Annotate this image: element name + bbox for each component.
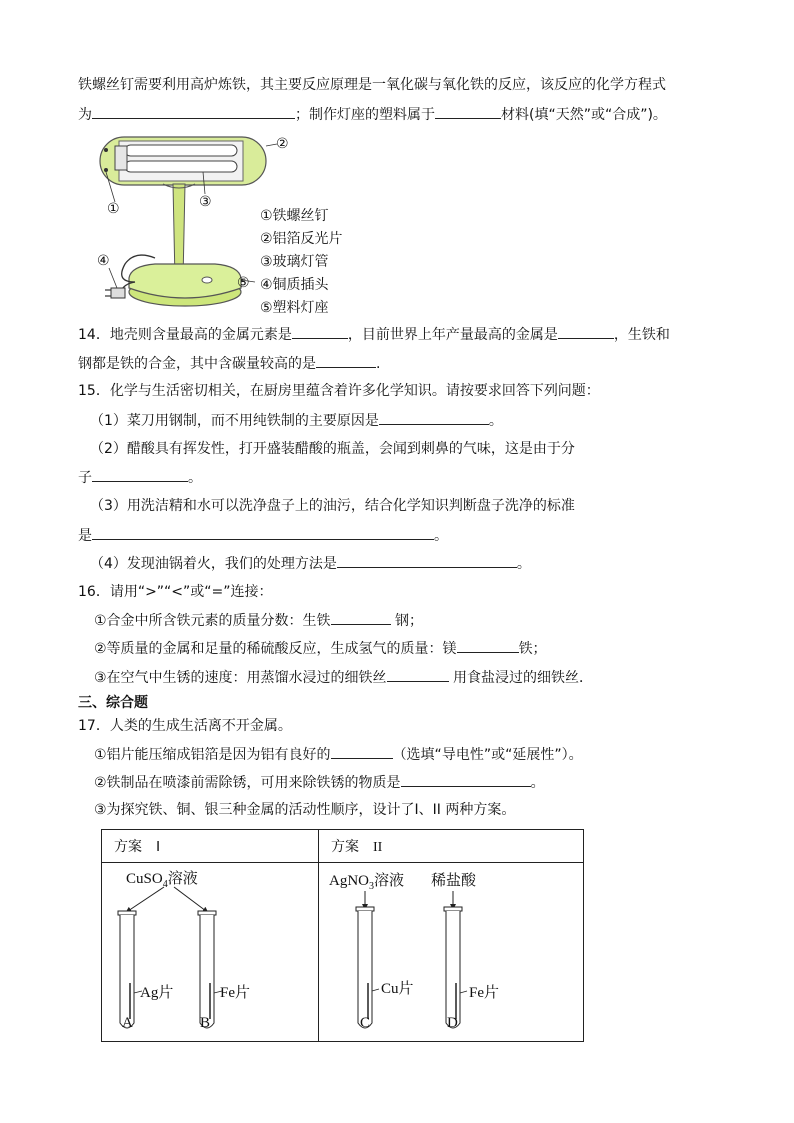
q16-i1-end: 钢； — [390, 613, 424, 629]
plan2-header — [319, 830, 583, 862]
q15-p3b-end: 。 — [434, 528, 448, 544]
answer-blank[interactable] — [92, 467, 188, 482]
plan2-diagram — [319, 863, 583, 1041]
answer-blank[interactable] — [92, 104, 295, 119]
lamp-marker-2: ② — [276, 136, 289, 152]
lamp-marker-4: ④ — [97, 253, 110, 269]
q16-i3-end: 用食盐浸过的细铁丝． — [448, 670, 594, 686]
q13-line1: 铁螺丝钉需要利用高炉炼铁，其主要反应原理是一氧化碳与氧化铁的反应，该反应的化学方程式 — [78, 77, 666, 93]
q15-part4 — [90, 553, 531, 574]
q15-stem: 15．化学与生活密切相关，在厨房里蕴含着许多化学知识。请按要求回答下列问题： — [78, 383, 600, 399]
lamp-marker-3: ③ — [199, 194, 212, 210]
lamp-legend-5: ⑤塑料灯座 — [260, 300, 329, 316]
q16-item2 — [94, 638, 547, 659]
q17-stem: 17．人类的生成生活离不开金属。 — [78, 718, 292, 734]
reagent-cuso4-label: CuSO$_4$溶液 — [126, 871, 198, 890]
q15-p3b-text: 是 — [78, 528, 92, 544]
tube-d-metal: Fe片 — [469, 985, 500, 1001]
q17-item1 — [94, 744, 583, 765]
tube-c-metal: Cu片 — [381, 981, 414, 997]
plan1-diagram — [102, 863, 318, 1041]
q17-i2-end: 。 — [530, 775, 545, 791]
lamp-legend-3: ③玻璃灯管 — [260, 254, 329, 270]
answer-blank[interactable] — [387, 667, 449, 682]
tube-d-letter: D — [447, 1015, 458, 1031]
experiment-table — [101, 829, 584, 1042]
tube-b-letter: B — [200, 1015, 211, 1031]
q14-text-b: ，目前世界上年产量最高的金属是 — [347, 327, 558, 343]
answer-blank[interactable] — [401, 772, 531, 787]
q15-p4-end: 。 — [516, 556, 531, 572]
q15-part2: （2）醋酸具有挥发性，打开盛装醋酸的瓶盖，会闻到刺鼻的气味，这是由于分 — [90, 441, 575, 457]
plan2-title: 方案 II — [331, 840, 383, 855]
q14-line2 — [78, 353, 380, 374]
lamp-legend-2: ②铝箔反光片 — [260, 231, 343, 247]
q14-line1 — [78, 324, 670, 345]
lamp-legend-1: ①铁螺丝钉 — [260, 208, 329, 224]
q15-p1-text: （1）菜刀用钢制，而不用纯铁制的主要原因是 — [90, 413, 379, 429]
q17-item3: ③为探究铁、铜、银三种金属的活动性顺序，设计了Ⅰ、II 两种方案。 — [94, 802, 516, 818]
q14-text-c: ，生铁和 — [613, 327, 670, 343]
q14-text-e: . — [376, 356, 381, 372]
q13-line2-pre: 为 — [78, 107, 92, 123]
q15-part2b — [78, 467, 202, 488]
lamp-legend-4: ④铜质插头 — [260, 277, 329, 293]
q15-p2b-text: 子 — [78, 470, 92, 486]
q16-i2-text: ②等质量的金属和足量的稀硫酸反应，生成氢气的质量：镁 — [94, 641, 457, 657]
q16-item1 — [94, 610, 423, 631]
q15-p1-end: 。 — [488, 413, 503, 429]
plan1-title: 方案 Ⅰ — [114, 840, 161, 855]
answer-blank[interactable] — [379, 410, 489, 425]
q15-part3: （3）用洗洁精和水可以洗净盘子上的油污，结合化学知识判断盘子洗净的标准 — [90, 498, 575, 514]
answer-blank[interactable] — [92, 525, 434, 540]
answer-blank[interactable] — [331, 744, 393, 759]
q13-line2-mid: ；制作灯座的塑料属于 — [295, 107, 435, 123]
section-heading: 三、综合题 — [78, 695, 148, 711]
plan1-header — [102, 830, 318, 862]
reagent-agno3-label: AgNO$_3$溶液 — [329, 873, 405, 892]
q15-part1 — [90, 410, 503, 431]
answer-blank[interactable] — [558, 324, 614, 339]
answer-blank[interactable] — [316, 353, 376, 368]
answer-blank[interactable] — [331, 610, 391, 625]
q17-i1-end: （选填“导电性”或“延展性”）。 — [392, 747, 583, 763]
answer-blank[interactable] — [435, 104, 501, 119]
q17-item2 — [94, 772, 545, 793]
lamp-marker-5: ⑤ — [237, 275, 250, 291]
tube-a-metal: Ag片 — [140, 985, 174, 1001]
q13-line2 — [78, 104, 667, 125]
q16-stem: 16．请用“>”“<”或“=”连接： — [78, 584, 273, 600]
q15-p4-text: （4）发现油锅着火，我们的处理方法是 — [90, 556, 337, 572]
q16-i3-text: ③在空气中生锈的速度：用蒸馏水浸过的细铁丝 — [94, 670, 387, 686]
q17-i1-text: ①铝片能压缩成铝箔是因为铝有良好的 — [94, 747, 331, 763]
q13-line2-post: 材料(填“天然”或“合成”)。 — [501, 107, 667, 123]
q15-part3b — [78, 525, 448, 546]
answer-blank[interactable] — [292, 324, 348, 339]
q17-i2-text: ②铁制品在喷漆前需除锈，可用来除铁锈的物质是 — [94, 775, 401, 791]
q16-item3 — [94, 667, 593, 688]
q14-text-d: 钢都是铁的合金，其中含碳量较高的是 — [78, 356, 316, 372]
q16-i2-end: 铁； — [518, 641, 547, 657]
answer-blank[interactable] — [337, 553, 517, 568]
q15-p2b-end: 。 — [188, 470, 202, 486]
q16-i1-text: ①合金中所含铁元素的质量分数：生铁 — [94, 613, 331, 629]
tube-a-letter: A — [122, 1015, 133, 1031]
lamp-marker-1: ① — [107, 201, 120, 217]
tube-c-letter: C — [360, 1015, 371, 1031]
q14-text-a: 14．地壳则含量最高的金属元素是 — [78, 327, 292, 343]
tube-b-metal: Fe片 — [220, 985, 251, 1001]
answer-blank[interactable] — [457, 638, 519, 653]
reagent-hcl-label: 稀盐酸 — [431, 873, 477, 889]
